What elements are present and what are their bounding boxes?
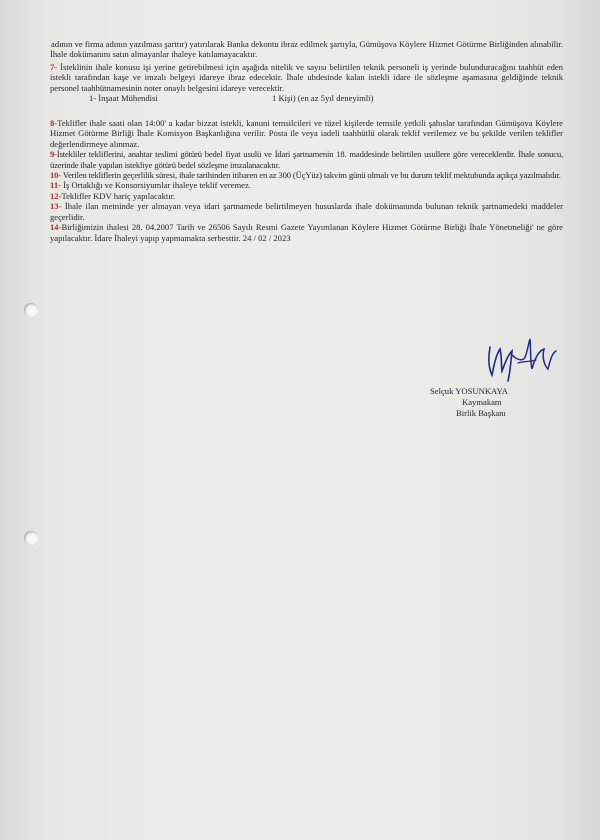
paragraph-text: Birliğimizin ihalesi 28. 04.2007 Tarih ve 26506 Sayılı Resmi Gazete Yayımlanan Köylere Hizmet Götürme Birliği İhale Yönetmeliği' ne göre yapılacaktır. İdare İhaleyi yapıp yapmamakta serbesttir. 24 / 02 / 2023 — [50, 222, 563, 243]
paragraph-13 — [50, 201, 563, 222]
item-number: 8- — [50, 118, 58, 129]
paragraph-10 — [50, 170, 563, 180]
item-number: 10- — [50, 170, 62, 181]
paragraph-11 — [50, 180, 563, 190]
paragraph-text: İhale dokümanını satın almayanlar ihaleye katılamayacaktır. — [50, 49, 258, 60]
item-number: 7- — [50, 61, 58, 72]
paragraph-text: İhale ilan metninde yer almayan veya idari şartnamede belirtilmeyen hususlarda ihale dokümanında bulunan teknik şartnamedeki maddeler geçerlidir. — [50, 201, 563, 222]
paragraph-text: İsteklinin ihale konusu işi yerine getirebilmesi için aşağıda nitelik ve sayısı belirtilen teknik personeli iş yerinde bulunduracağını taahhüt eden istekli tarafından kaşe ve imzalı belgeyi idareye ibraz edecektir. İhale uhdesinde kalan istekli idare ile sözleşme aşamasına geldiğinde teknik personel taahhütnamesinin noter onaylı belgesini idareye verecektir. — [50, 61, 563, 93]
item-number: 12- — [50, 190, 62, 201]
handwritten-signature — [478, 325, 558, 385]
paragraph-text: Teklifler KDV hariç yapılacaktır. — [61, 190, 176, 201]
item-number: 13- — [50, 201, 62, 212]
item-number: 9- — [50, 149, 57, 160]
document-body — [50, 39, 563, 243]
staff-role: 1- İnşaat Mühendisi — [89, 93, 158, 104]
punch-hole-top — [24, 303, 38, 317]
signatory-role: Birlik Başkanı — [456, 408, 506, 418]
punch-hole-bottom — [24, 531, 38, 545]
paragraph-intro-2 — [50, 49, 563, 59]
paragraph-text: İstekliler tekliflerini, anahtar teslimi götürü bedel fiyat usulü ve İdari şartnamenin 18. maddesinde belirtilen usullere göre vereceklerdir. İhale sonucu, üzerinde ihale yapılan istekliye götürü bedel sözleşme imzalanacaktır. — [50, 149, 563, 170]
paragraph-14 — [50, 222, 563, 243]
staff-quantity: 1 Kişi) (en az 5yıl deneyimli) — [272, 93, 374, 104]
paragraph-9 — [50, 149, 563, 170]
staff-requirement — [50, 93, 563, 104]
paragraph-7 — [50, 62, 563, 93]
paragraph-text: adının ve firma adının yazılması şarttır) yatırılarak Banka dekontu ibraz edilmek şartıyla, Gümüşova Köylere Hizmet Götürme Birliğinden alınabilir. — [51, 39, 563, 49]
signatory-title: Kaymakam — [462, 397, 502, 407]
item-number: 14- — [50, 222, 62, 233]
paragraph-intro-1 — [50, 39, 563, 49]
paragraph-12 — [50, 191, 563, 201]
item-number: 11- — [50, 180, 61, 191]
paragraph-text: İş Ortaklığı ve Konsorsiyumlar ihaleye teklif veremez. — [60, 180, 251, 191]
signatory-name: Selçuk YOSUNKAYA — [430, 386, 508, 396]
paragraph-text: Verilen tekliflerin geçerlilik süresi, ihale tarihinden itibaren en az 300 (ÜçYüz) takvim günü olmalı ve bu durum teklif mektubunda açıkça yazılmalıdır. — [61, 170, 561, 181]
paragraph-8 — [50, 118, 563, 149]
paragraph-text: Teklifler ihale saati olan 14:00' a kadar bizzat istekli, kanuni temsilcileri ve tüzel kişilerde temsile yetkili şahıslar tarafından Gümüşova Köylere Hizmet Götürme Birliği İhale Komisyon Başkanlığına verilir. Posta ile veya iadeli taahhütlü olarak teklif verilemez ve bu şekilde verilen teklifler değerlendirmeye alınmaz. — [50, 118, 563, 149]
